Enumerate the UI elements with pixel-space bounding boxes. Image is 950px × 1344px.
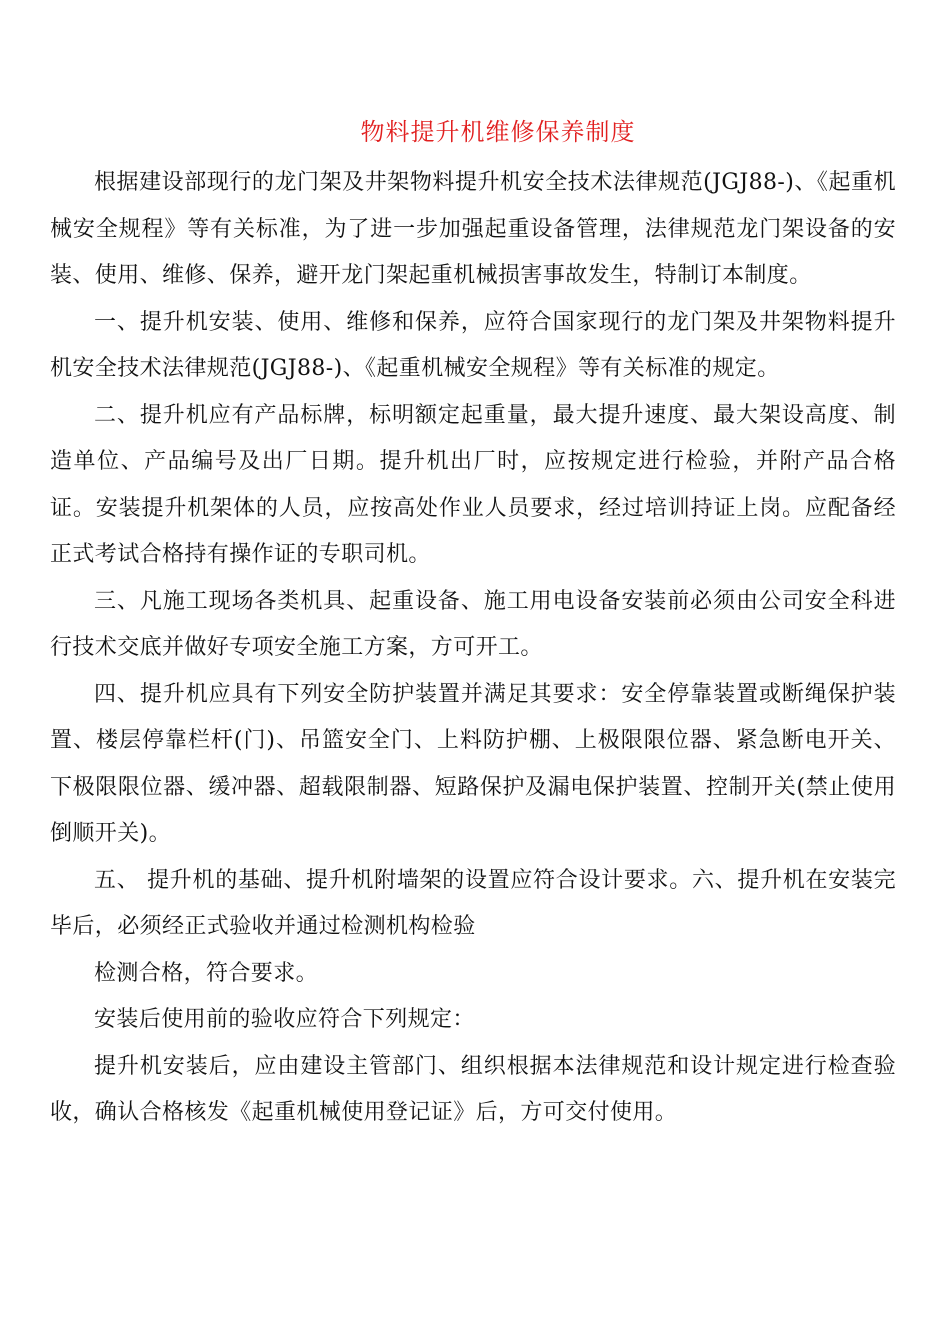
- paragraph-clause-3: 三、凡施工现场各类机具、起重设备、施工用电设备安装前必须由公司安全科进行技术交底并做好专项安全施工方案，方可开工。: [50, 588, 896, 660]
- paragraph-acceptance-rule: 提升机安装后，应由建设主管部门、组织根据本法律规范和设计规定进行检查验收，确认合格核发《起重机械使用登记证》后，方可交付使用。: [50, 1053, 896, 1125]
- paragraph-clause-2: 二、提升机应有产品标牌，标明额定起重量，最大提升速度、最大架设高度、制造单位、产品编号及出厂日期。提升机出厂时，应按规定进行检验，并附产品合格证。安装提升机架体的人员，应按高处作业人员要求，经过培训持证上岗。应配备经正式考试合格持有操作证的专职司机。: [50, 402, 896, 567]
- paragraph-clause-1: 一、提升机安装、使用、维修和保养，应符合国家现行的龙门架及井架物料提升机安全技术法律规范(JGJ88-)、《起重机械安全规程》等有关标准的规定。: [50, 309, 896, 381]
- paragraph-acceptance-heading: 安装后使用前的验收应符合下列规定：: [94, 1007, 475, 1032]
- paragraph-clause-4: 四、提升机应具有下列安全防护装置并满足其要求：安全停靠装置或断绳保护装置、楼层停靠栏杆(门)、吊篮安全门、上料防护棚、上极限限位器、紧急断电开关、下极限限位器、缓冲器、超载限制器、短路保护及漏电保护装置、控制开关(禁止使用倒顺开关)。: [50, 681, 896, 846]
- document-title: 物料提升机维修保养制度: [360, 118, 636, 146]
- document-body: [50, 160, 896, 1137]
- paragraph-clause-5-6: 五、 提升机的基础、提升机附墙架的设置应符合设计要求。六、提升机在安装完毕后，必须经正式验收并通过检测机构检验: [50, 867, 896, 939]
- paragraph-inspection-result: 检测合格，符合要求。: [94, 960, 319, 986]
- paragraph-intro: 根据建设部现行的龙门架及井架物料提升机安全技术法律规范(JGJ88-)、《起重机械安全规程》等有关标准，为了进一步加强起重设备管理，法律规范龙门架设备的安装、使用、维修、保养，避开龙门架起重机械损害事故发生，特制订本制度。: [50, 170, 896, 288]
